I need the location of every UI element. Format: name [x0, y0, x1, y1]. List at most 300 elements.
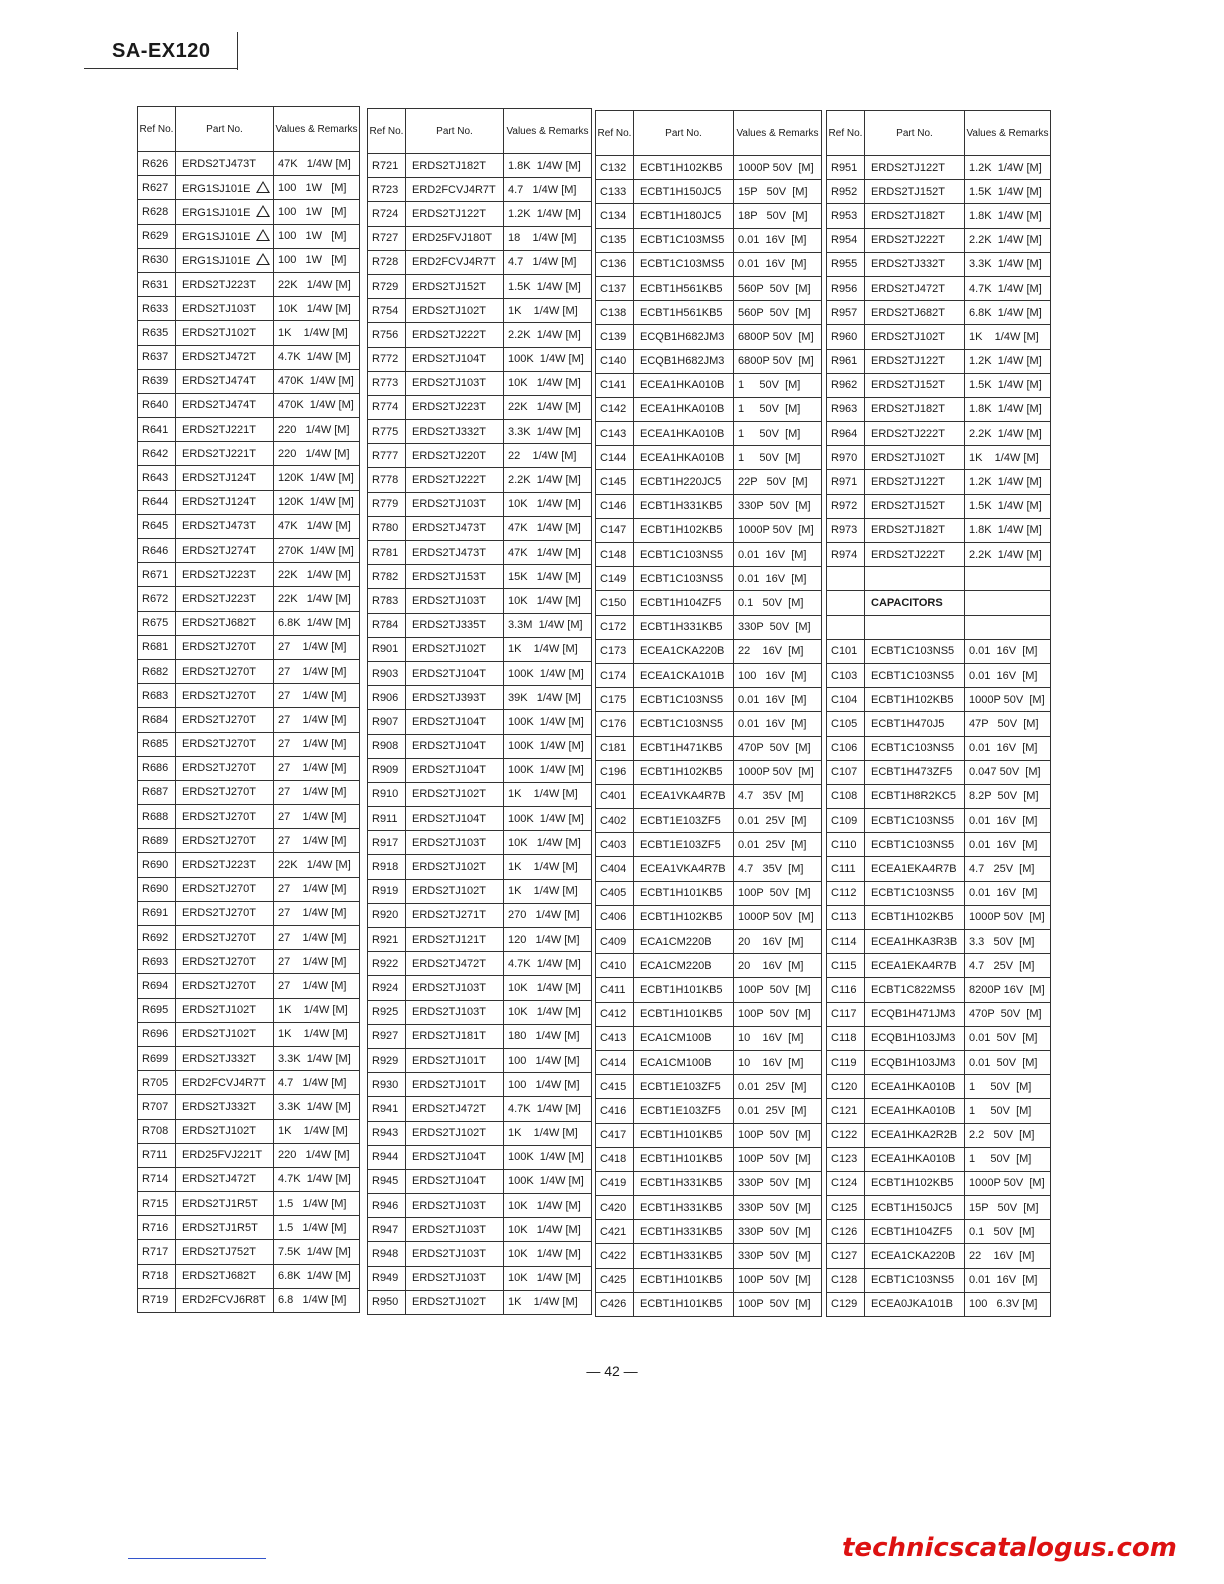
value-cell	[504, 855, 592, 879]
part-cell	[865, 1075, 965, 1099]
value-cell-text: 0.01 16V [M]	[969, 814, 1038, 827]
ref-cell	[138, 732, 176, 756]
part-cell	[865, 156, 965, 180]
value-cell	[734, 1244, 822, 1268]
table-row	[596, 1196, 822, 1220]
column-header-ref: Ref No.	[138, 107, 176, 152]
ref-cell	[138, 1192, 176, 1216]
value-cell	[504, 1218, 592, 1242]
part-cell-text: ERDS2TJ104T	[412, 715, 486, 728]
value-cell-text: 100 1/4W [M]	[508, 1054, 580, 1067]
ref-cell-text: C176	[600, 717, 627, 730]
ref-cell	[596, 784, 634, 808]
ref-cell-text: C403	[600, 838, 627, 851]
part-cell-text: ERDS2TJ103T	[412, 498, 486, 511]
part-cell	[865, 1026, 965, 1050]
part-cell-text: ECBT1H561KB5	[640, 282, 723, 295]
table-row	[596, 954, 822, 978]
ref-cell	[827, 954, 865, 978]
value-cell-text: 4.7 35V [M]	[738, 863, 804, 876]
part-cell	[634, 1147, 734, 1171]
value-cell-text: 4.7K 1/4W [M]	[508, 957, 581, 970]
part-cell-text: ECBT1H471KB5	[640, 742, 723, 755]
part-cell	[406, 250, 504, 274]
ref-cell	[827, 639, 865, 663]
ref-cell-text: R693	[142, 955, 169, 968]
value-cell-text: 4.7K 1/4W [M]	[969, 282, 1042, 295]
ref-cell-text: R719	[142, 1294, 169, 1307]
table-row	[138, 780, 360, 804]
part-cell	[176, 659, 274, 683]
value-cell-text: 1000P 50V [M]	[738, 766, 814, 779]
ref-cell	[368, 879, 406, 903]
part-cell	[176, 1071, 274, 1095]
table-row	[368, 879, 592, 903]
value-cell-text: 27 1/4W [M]	[278, 713, 347, 726]
table-row	[596, 397, 822, 421]
ref-cell-text: C410	[600, 959, 627, 972]
ref-cell-text: R780	[372, 522, 399, 535]
value-cell-text: 27 1/4W [M]	[278, 762, 347, 775]
part-cell-text: ERDS2TJ104T	[412, 667, 486, 680]
ref-cell	[596, 809, 634, 833]
part-cell-text: ERDS2TJ122T	[871, 355, 945, 368]
value-cell-text: 180 1/4W [M]	[508, 1030, 580, 1043]
ref-cell	[138, 780, 176, 804]
value-cell	[965, 809, 1051, 833]
ref-cell	[138, 272, 176, 296]
ref-cell	[827, 736, 865, 760]
part-cell-text: ERDS2TJ101T	[412, 1078, 486, 1091]
table-row	[596, 760, 822, 784]
value-cell	[734, 712, 822, 736]
ref-cell-text: R955	[831, 258, 858, 271]
part-cell	[634, 301, 734, 325]
value-cell	[274, 224, 360, 248]
ref-cell-text: R946	[372, 1199, 399, 1212]
part-cell-text: ECBT1C103NS5	[871, 1274, 955, 1287]
ref-cell-text: C135	[600, 234, 627, 247]
ref-cell	[596, 1002, 634, 1026]
value-cell	[504, 250, 592, 274]
part-cell-text: ERDS2TJ473T	[182, 157, 256, 170]
part-cell-text: ECBT1C103NS5	[871, 838, 955, 851]
value-cell-text: 1K 1/4W [M]	[508, 643, 578, 656]
ref-cell	[138, 877, 176, 901]
part-cell-text: ECBT1E103ZF5	[640, 838, 721, 851]
part-cell-text: ECEA1VKA4R7B	[640, 790, 726, 803]
part-cell-text: ECEA1VKA4R7B	[640, 863, 726, 876]
value-cell	[965, 881, 1051, 905]
value-cell	[274, 248, 360, 272]
ref-cell-text: C123	[831, 1153, 858, 1166]
part-cell	[634, 373, 734, 397]
part-cell	[634, 1123, 734, 1147]
column-header-ref: Ref No.	[596, 111, 634, 156]
value-cell	[965, 833, 1051, 857]
part-cell-text: ERG1SJ101E	[182, 231, 251, 244]
value-cell-text: 120K 1/4W [M]	[278, 472, 354, 485]
table-row	[596, 688, 822, 712]
table-row	[827, 905, 1051, 929]
ref-cell	[368, 1266, 406, 1290]
value-cell-text: 1K 1/4W [M]	[969, 451, 1039, 464]
part-cell-text: ECBT1H8R2KC5	[871, 790, 956, 803]
table-row	[827, 954, 1051, 978]
value-cell	[274, 514, 360, 538]
ref-cell-text: C112	[831, 887, 857, 900]
value-cell	[504, 226, 592, 250]
table-row	[368, 565, 592, 589]
ref-cell-text: R948	[372, 1248, 399, 1261]
part-cell-text: ERDS2TJ124T	[182, 496, 256, 509]
part-cell	[176, 152, 274, 176]
ref-cell	[596, 833, 634, 857]
header-vertical-rule	[237, 32, 238, 70]
ref-cell-text: C411	[600, 983, 626, 996]
table-row	[596, 494, 822, 518]
value-cell-text: 2.2K 1/4W [M]	[969, 234, 1042, 247]
part-cell	[176, 297, 274, 321]
value-cell	[504, 516, 592, 540]
value-cell	[274, 563, 360, 587]
table-row	[368, 661, 592, 685]
table-row	[138, 950, 360, 974]
value-cell-text: 0.01 16V [M]	[969, 669, 1038, 682]
ref-cell-text: C150	[600, 596, 627, 609]
part-cell-text: ERDS2TJ222T	[412, 328, 486, 341]
table-row	[827, 930, 1051, 954]
part-cell-text: ERD2FCVJ4R7T	[412, 256, 496, 269]
ref-cell	[368, 565, 406, 589]
value-cell	[734, 1002, 822, 1026]
part-cell-text: ECBT1H101KB5	[640, 1298, 723, 1311]
part-cell	[176, 1143, 274, 1167]
value-cell-text: 22K 1/4W [M]	[278, 278, 351, 291]
part-cell	[865, 1268, 965, 1292]
table-row	[368, 347, 592, 371]
ref-cell-text: C414	[600, 1056, 627, 1069]
value-cell	[504, 395, 592, 419]
table-row	[827, 1268, 1051, 1292]
value-cell-text: 22K 1/4W [M]	[508, 401, 581, 414]
part-cell-text: ERDS2TJ103T	[412, 1199, 486, 1212]
value-cell	[504, 879, 592, 903]
part-cell	[406, 202, 504, 226]
value-cell-text: 220 1/4W [M]	[278, 1149, 350, 1162]
value-cell	[734, 543, 822, 567]
value-cell	[965, 518, 1051, 542]
ref-cell	[368, 1242, 406, 1266]
value-cell	[274, 321, 360, 345]
table-row	[827, 567, 1051, 591]
value-cell-text: 7.5K 1/4W [M]	[278, 1246, 351, 1259]
value-cell	[965, 736, 1051, 760]
part-cell-text: ERDS2TJ270T	[182, 955, 256, 968]
ref-cell-text: C149	[600, 572, 627, 585]
ref-cell-text: R728	[372, 256, 399, 269]
part-cell-text: ECEA1HKA010B	[871, 1080, 956, 1093]
value-cell-text: 15K 1/4W [M]	[508, 570, 581, 583]
part-cell-text: ERDS2TJ270T	[182, 979, 256, 992]
ref-cell-text: R685	[142, 738, 169, 751]
value-cell	[965, 857, 1051, 881]
table-row	[368, 178, 592, 202]
part-cell-text: ERDS2TJ270T	[182, 713, 256, 726]
ref-cell-text: C138	[600, 306, 627, 319]
part-cell-text: ERDS2TJ103T	[412, 981, 486, 994]
ref-cell-text: R949	[372, 1272, 399, 1285]
ref-cell	[827, 1075, 865, 1099]
part-cell	[865, 1244, 965, 1268]
footer-link-underline	[128, 1558, 266, 1559]
part-cell-text: ERDS2TJ103T	[412, 594, 486, 607]
ref-cell-text: C426	[600, 1298, 627, 1311]
ref-cell	[138, 926, 176, 950]
value-cell-text: 0.01 16V [M]	[969, 742, 1038, 755]
value-cell-text: 0.01 25V [M]	[738, 814, 807, 827]
ref-cell	[827, 518, 865, 542]
ref-cell-text: R941	[372, 1102, 399, 1115]
ref-cell-text: R778	[372, 474, 399, 487]
part-cell	[406, 395, 504, 419]
part-cell-text: ECQB1H682JM3	[640, 330, 725, 343]
part-cell	[176, 829, 274, 853]
value-cell-text: 330P 50V [M]	[738, 621, 811, 634]
table-row	[827, 180, 1051, 204]
part-cell-text: ERDS2TJ472T	[871, 282, 945, 295]
ref-cell	[596, 639, 634, 663]
table-row	[368, 395, 592, 419]
part-cell	[176, 926, 274, 950]
value-cell	[504, 541, 592, 565]
value-cell	[734, 736, 822, 760]
ref-cell	[138, 1264, 176, 1288]
part-cell	[865, 494, 965, 518]
value-cell	[504, 347, 592, 371]
value-cell	[504, 1000, 592, 1024]
value-cell	[965, 1099, 1051, 1123]
part-cell-text: ECBT1C103NS5	[871, 814, 955, 827]
part-cell-text: ERG1SJ101E	[182, 182, 251, 195]
part-cell	[865, 301, 965, 325]
ref-cell	[827, 1268, 865, 1292]
ref-cell-text: R906	[372, 691, 399, 704]
part-cell	[634, 1292, 734, 1316]
part-cell	[865, 760, 965, 784]
value-cell-text: 10K 1/4W [M]	[508, 1006, 581, 1019]
ref-cell	[596, 1220, 634, 1244]
part-cell-text: ERD2FCVJ6R8T	[182, 1294, 266, 1307]
part-cell-text: ERDS2TJ332T	[182, 1100, 256, 1113]
value-cell	[734, 1171, 822, 1195]
ref-cell-text: R640	[142, 399, 169, 412]
ref-cell	[368, 782, 406, 806]
part-cell	[406, 758, 504, 782]
ref-cell	[827, 397, 865, 421]
ref-cell	[827, 1244, 865, 1268]
part-cell-text: ERDS2TJ152T	[871, 185, 945, 198]
ref-cell	[138, 200, 176, 224]
part-cell	[406, 1048, 504, 1072]
value-cell	[504, 1097, 592, 1121]
ref-cell	[138, 393, 176, 417]
part-cell	[634, 518, 734, 542]
value-cell-text: 22 16V [M]	[738, 645, 804, 658]
ref-cell	[596, 228, 634, 252]
column-header-part: Part No.	[176, 107, 274, 152]
part-cell-text: ERD25FVJ180T	[412, 232, 493, 245]
value-cell-text: 0.01 16V [M]	[969, 887, 1038, 900]
ref-cell	[138, 853, 176, 877]
table-row	[138, 272, 360, 296]
value-cell-text: 2.2 50V [M]	[969, 1129, 1035, 1142]
ref-cell	[596, 591, 634, 615]
ref-cell	[596, 1171, 634, 1195]
ref-cell-text: C137	[600, 282, 627, 295]
ref-cell-text: R629	[142, 230, 169, 243]
ref-cell	[596, 252, 634, 276]
part-cell-text: ECBT1H331KB5	[640, 1250, 723, 1263]
part-cell-text: ECBT1H102KB5	[871, 1177, 954, 1190]
ref-cell	[827, 373, 865, 397]
table-row	[138, 1216, 360, 1240]
value-cell-text: 27 1/4W [M]	[278, 907, 347, 920]
part-cell-text: ECEA1EKA4R7B	[871, 863, 957, 876]
table-row	[138, 756, 360, 780]
table-row	[138, 514, 360, 538]
part-cell-text: ERDS2TJ122T	[871, 161, 945, 174]
part-cell	[865, 930, 965, 954]
ref-cell	[138, 1022, 176, 1046]
part-cell-text: ERDS2TJ270T	[182, 834, 256, 847]
ref-cell	[827, 1026, 865, 1050]
ref-cell	[827, 494, 865, 518]
value-cell-text: 0.01 50V [M]	[969, 1032, 1038, 1045]
part-cell	[865, 397, 965, 421]
value-cell-text: 10K 1/4W [M]	[278, 302, 351, 315]
ref-cell	[596, 1147, 634, 1171]
value-cell-text: 3.3K 1/4W [M]	[278, 1052, 351, 1065]
part-cell-text: ERDS2TJ221T	[182, 447, 256, 460]
ref-cell-text: C422	[600, 1250, 627, 1263]
value-cell	[965, 784, 1051, 808]
part-cell-text: ECBT1H331KB5	[640, 621, 723, 634]
part-cell-text: ECBT1H102KB5	[871, 693, 954, 706]
ref-cell-text: C103	[831, 669, 858, 682]
value-cell-text: 1 50V [M]	[969, 1153, 1032, 1166]
value-cell-text: 4.7 1/4W [M]	[508, 256, 577, 269]
ref-cell-text: C109	[831, 814, 858, 827]
value-cell-text: 100 6.3V [M]	[969, 1298, 1038, 1311]
value-cell-text: 10K 1/4W [M]	[508, 498, 581, 511]
value-cell	[734, 857, 822, 881]
ref-cell-text: C404	[600, 863, 627, 876]
value-cell-text: 0.01 25V [M]	[738, 1080, 807, 1093]
ref-cell-text: C101	[831, 645, 858, 658]
value-cell-text: 100P 50V [M]	[738, 1298, 811, 1311]
part-cell	[176, 974, 274, 998]
ref-cell-text: R699	[142, 1052, 169, 1065]
ref-cell	[368, 420, 406, 444]
value-cell-text: 330P 50V [M]	[738, 1177, 811, 1190]
value-cell-text: 100P 50V [M]	[738, 887, 811, 900]
value-cell	[734, 905, 822, 929]
value-cell-text: 1000P 50V [M]	[738, 911, 814, 924]
ref-cell-text: C125	[831, 1201, 858, 1214]
ref-cell	[596, 905, 634, 929]
column-header-ref: Ref No.	[827, 111, 865, 156]
part-cell-text: ERDS2TJ223T	[182, 592, 256, 605]
ref-cell-text: R777	[372, 449, 399, 462]
ref-cell	[368, 1194, 406, 1218]
value-cell-text: 100P 50V [M]	[738, 1129, 811, 1142]
part-cell-text: ERDS2TJ103T	[412, 836, 486, 849]
value-cell	[734, 325, 822, 349]
value-cell-text: 1K 1/4W [M]	[969, 330, 1039, 343]
value-cell	[965, 905, 1051, 929]
ref-cell-text: C136	[600, 258, 627, 271]
ref-cell-text: C145	[600, 476, 627, 489]
value-cell-text: 1K 1/4W [M]	[278, 1004, 348, 1017]
table-row	[368, 468, 592, 492]
part-cell	[634, 1026, 734, 1050]
table-header-row	[827, 111, 1051, 156]
value-cell-text: 0.01 16V [M]	[969, 838, 1038, 851]
ref-cell	[827, 301, 865, 325]
ref-cell	[596, 446, 634, 470]
part-cell-text: ERDS2TJ472T	[182, 351, 256, 364]
table-row	[596, 1268, 822, 1292]
ref-cell-text: C110	[831, 838, 857, 851]
ref-cell	[368, 468, 406, 492]
ref-cell-text: C172	[600, 621, 627, 634]
value-cell	[504, 1266, 592, 1290]
value-cell-text: 270 1/4W [M]	[508, 909, 580, 922]
ref-cell-text: R971	[831, 476, 858, 489]
ref-cell-text: R682	[142, 665, 169, 678]
value-cell	[965, 688, 1051, 712]
value-cell-text: 3.3K 1/4W [M]	[508, 425, 581, 438]
part-cell-text: ERDS2TJ152T	[871, 379, 945, 392]
part-cell-text: ECEA1CKA220B	[640, 645, 725, 658]
part-cell-text: ERDS2TJ271T	[412, 909, 486, 922]
part-cell-text: ERDS2TJ222T	[871, 234, 945, 247]
table-row	[596, 1002, 822, 1026]
part-cell	[634, 422, 734, 446]
part-cell	[176, 1216, 274, 1240]
part-cell	[406, 734, 504, 758]
value-cell-text: 10K 1/4W [M]	[508, 377, 581, 390]
part-cell-text: CAPACITORS	[871, 596, 943, 609]
part-cell	[634, 543, 734, 567]
value-cell-text: 100K 1/4W [M]	[508, 1151, 584, 1164]
ref-cell-text: R920	[372, 909, 399, 922]
part-cell	[406, 1024, 504, 1048]
value-cell-text: 22 16V [M]	[969, 1250, 1035, 1263]
table-row	[138, 466, 360, 490]
value-cell	[734, 1050, 822, 1074]
ref-cell-text: C413	[600, 1032, 627, 1045]
value-cell	[504, 1048, 592, 1072]
ref-cell-text: C114	[831, 935, 857, 948]
table-row	[368, 589, 592, 613]
column-header-ref: Ref No.	[368, 109, 406, 154]
column-header-values: Values & Remarks	[274, 107, 360, 152]
table-row	[138, 563, 360, 587]
ref-cell-text: R953	[831, 209, 858, 222]
part-cell-text: ECBT1H150JC5	[640, 185, 722, 198]
